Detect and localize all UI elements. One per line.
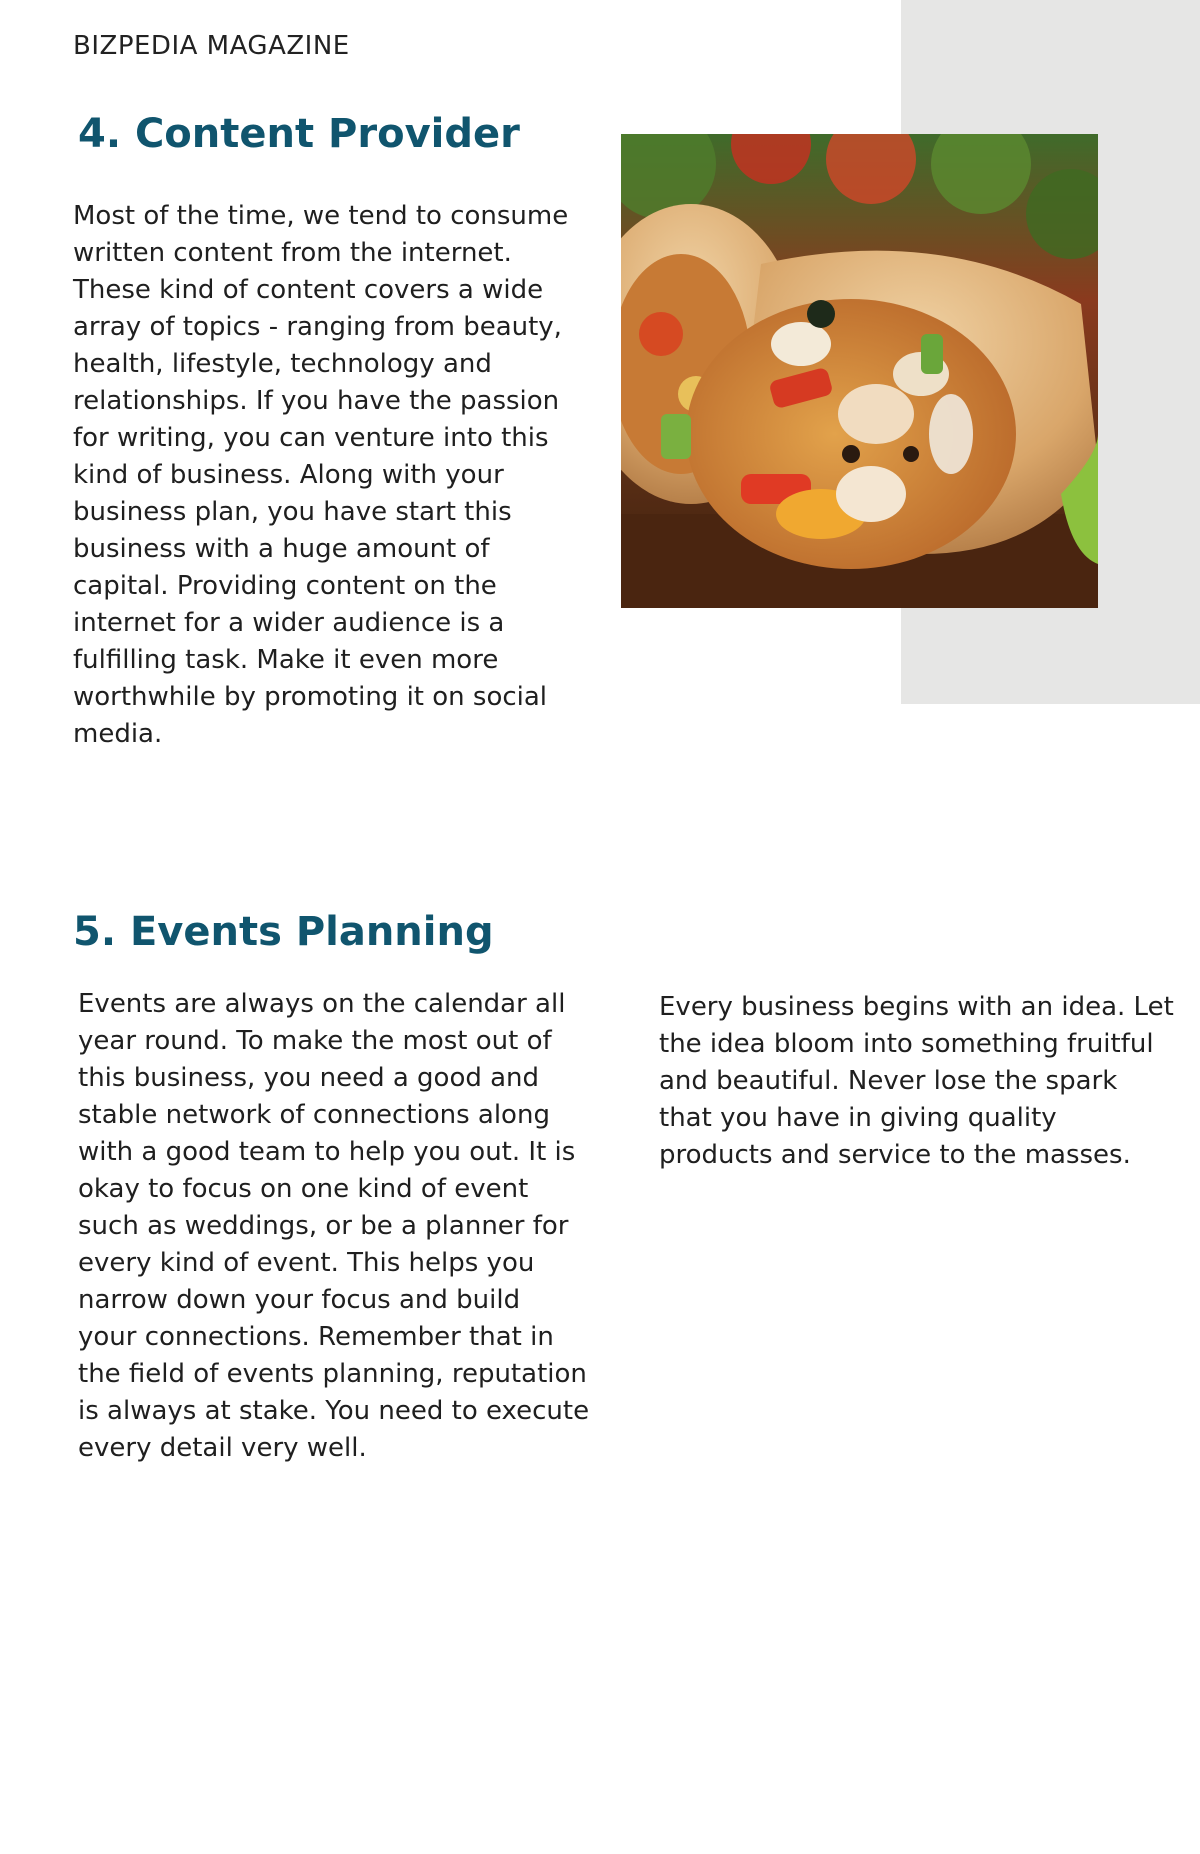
section-4-heading: 4. Content Provider <box>78 111 520 157</box>
section-4-body: Most of the time, we tend to consume written content from the internet. These kind of content covers a wide array of topics - ranging from beauty, health, lifestyle, technology and relationships. If you have the passion for writing, you can venture into this kind of business. Along with your business plan, you have start this business with a huge amount of capital. Providing content on the internet for a wider audience is a fulfilling task. Make it even more worthwhile by promoting it on social media. <box>73 201 569 749</box>
magazine-masthead: BIZPEDIA MAGAZINE <box>73 31 350 61</box>
section-5-heading: 5. Events Planning <box>73 909 494 955</box>
burrito-wrap-photo <box>621 134 1098 608</box>
closing-note: Every business begins with an idea. Let the idea bloom into something fruitful and beautiful. Never lose the spark that you have in giving quality products and service to the masses. <box>659 992 1174 1170</box>
section-5-body: Events are always on the calendar all year round. To make the most out of this business, you need a good and stable network of connections along with a good team to help you out. It is okay to focus on one kind of event such as weddings, or be a planner for every kind of event. This helps you narrow down your focus and build your connections. Remember that in the field of events planning, reputation is always at stake. You need to execute every detail very well. <box>78 989 590 1463</box>
